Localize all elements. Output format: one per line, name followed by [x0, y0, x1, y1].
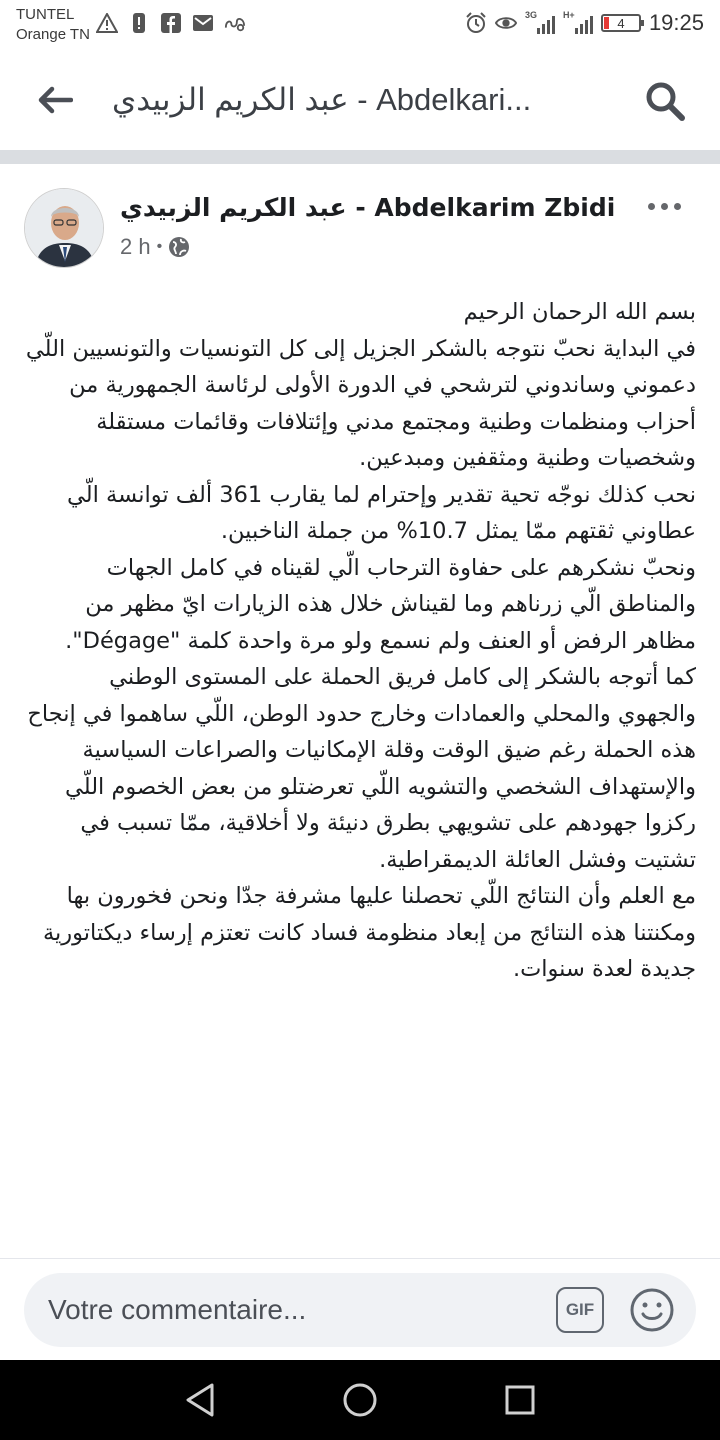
post-meta	[120, 234, 190, 260]
carrier-operator: Orange TN	[16, 26, 90, 43]
system-nav-bar	[0, 1360, 720, 1440]
author-avatar[interactable]	[24, 188, 104, 268]
post-body	[24, 294, 696, 988]
post-paragraph: نحب كذلك نوجّه تحية تقدير وإحترام لما يقارب 361 ألف توانسة الّي عطاوني ثقتهم ممّا يمثل 10.7% من جملة الناخبين.	[67, 481, 696, 544]
dot-icon	[648, 203, 655, 210]
post-paragraph: في البداية نحبّ نتوجه بالشكر الجزيل إلى كل التونسيات والتونسيين اللّي دعموني وساندوني لترشحي في الدورة الأولى لرئاسة الجمهورية من أحزاب ومنظمات وطنية ومجتمع مدني وإئتلافات وقائمات مستقلة وشخصيات وطنية ومثقفين ومبدعين.	[25, 335, 696, 471]
gif-button[interactable]: GIF	[556, 1287, 604, 1333]
search-icon	[644, 80, 686, 122]
signal-1-icon	[525, 12, 555, 34]
nav-home-icon	[342, 1382, 378, 1418]
nav-back-icon	[184, 1382, 216, 1418]
arrow-left-icon	[37, 85, 73, 115]
nav-recents-button[interactable]	[496, 1376, 544, 1424]
dot-icon	[674, 203, 681, 210]
search-button[interactable]	[640, 76, 690, 126]
meta-separator: •	[156, 238, 163, 255]
battery-level: 4	[617, 15, 625, 31]
post-paragraph: مع العلم وأن النتائج اللّي تحصلنا عليها مشرفة جدّا ونحن فخورون بها ومكنتنا هذه النتائج من إبعاد منظومة فساد كانت تعتزم إرساء ديكتاتورية جديدة لعدة سنوات.	[42, 883, 696, 982]
page-title: عبد الكريم الزبيدي - Abdelkari...	[112, 82, 532, 117]
post-paragraph: بسم الله الرحمان الرحيم	[463, 299, 696, 325]
alert-icon	[128, 12, 150, 34]
dot-icon	[661, 203, 668, 210]
comment-box	[24, 1273, 696, 1347]
more-options-button[interactable]	[644, 194, 684, 218]
status-bar	[0, 0, 720, 50]
nav-home-button[interactable]	[336, 1376, 384, 1424]
emoji-button[interactable]	[628, 1286, 676, 1334]
eye-comfort-icon	[495, 12, 517, 34]
system-status	[465, 10, 704, 36]
comment-bar	[0, 1258, 720, 1360]
post-paragraph: كما أتوجه بالشكر إلى كامل فريق الحملة على المستوى الوطني والجهوي والمحلي والعمادات وخارج حدود الوطن، اللّي ساهموا في إنجاح هذه الحملة رغم ضيق الوقت وقلة الإمكانيات والصراعات السياسية والإستهداف الشخصي والتشويه اللّي تعرضتلو من بعض الخصوم اللّي ركزوا جهودهم على تشويهي بطرق دنيئة ولا أخلاقية، ممّا تسبب في تشتيت وفشل العائلة الديمقراطية.	[27, 664, 696, 873]
alarm-icon	[465, 12, 487, 34]
battery-icon	[601, 14, 641, 32]
notification-icons	[96, 12, 246, 34]
emoji-icon	[628, 1286, 676, 1334]
network-type-1: 3G	[524, 10, 537, 20]
facebook-icon	[160, 12, 182, 34]
gmail-icon	[192, 12, 214, 34]
post-timestamp[interactable]: 2 h	[120, 234, 151, 259]
post-author-name[interactable]: عبد الكريم الزبيدي - Abdelkarim Zbidi	[120, 193, 616, 222]
nav-back-button[interactable]	[176, 1376, 224, 1424]
post	[0, 164, 720, 1258]
carrier-label	[16, 5, 90, 45]
app-header	[0, 50, 720, 150]
nav-recents-icon	[504, 1384, 536, 1416]
signal-2-icon	[563, 12, 593, 34]
post-paragraph: ونحبّ نشكرهم على حفاوة الترحاب الّي لقيناه في كامل الجهات والمناطق الّي زرناهم وما لقيناش خلال هذه الزيارات ايّ مظهر من مظاهر الرفض أو العنف ولم نسمع ولو مرة واحدة كلمة "Dégage".	[65, 554, 696, 654]
network-type-2: H+	[562, 10, 575, 20]
app-notification-icon	[224, 12, 246, 34]
warning-icon	[96, 12, 118, 34]
section-divider	[0, 150, 720, 164]
clock: 19:25	[648, 10, 704, 35]
comment-input[interactable]	[48, 1273, 548, 1347]
back-button[interactable]	[30, 75, 80, 125]
carrier-name: TUNTEL	[16, 6, 75, 23]
globe-icon	[168, 236, 190, 258]
